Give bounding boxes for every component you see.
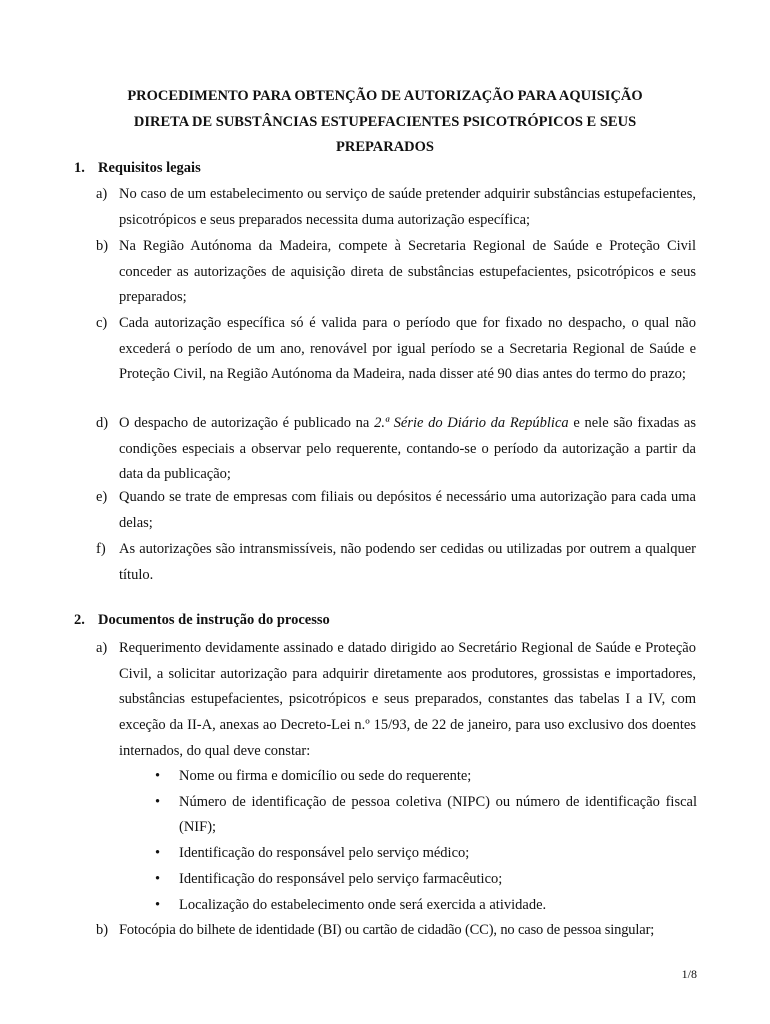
bullet-item xyxy=(155,764,697,790)
bullet-icon: • xyxy=(155,845,161,862)
bullet-text: Número de identificação de pessoa coletiva (NIPC) ou número de identificação fiscal (NIF); xyxy=(179,793,697,836)
section-number: 1. xyxy=(74,160,85,176)
list-item xyxy=(96,485,696,536)
item-label: e) xyxy=(96,489,108,505)
item-text xyxy=(119,411,696,488)
item-text: As autorizações são intransmissíveis, não podendo ser cedidas ou utilizadas por outrem a qualquer título. xyxy=(119,541,696,583)
title-line-3: PREPARADOS xyxy=(335,139,434,155)
item-text: No caso de um estabelecimento ou serviço de saúde pretender adquirir substâncias estupefacientes, psicotrópicos e seus preparados necessita duma autorização específica; xyxy=(119,186,696,228)
item-text: Quando se trate de empresas com filiais ou depósitos é necessário uma autorização para cada uma delas; xyxy=(119,489,696,531)
bullet-icon: • xyxy=(155,793,161,810)
section-heading-text: Requisitos legais xyxy=(98,160,201,176)
section-2-heading xyxy=(74,612,330,629)
title-line-2: DIRETA DE SUBSTÂNCIAS ESTUPEFACIENTES PSICOTRÓPICOS E SEUS xyxy=(133,113,637,130)
list-item xyxy=(96,182,696,233)
bullet-icon: • xyxy=(155,768,161,784)
item-text: Requerimento devidamente assinado e datado dirigido ao Secretário Regional de Saúde e Proteção Civil, a solicitar autorização para adquirir diretamente aos produtores, grossistas e importadores, substâncias estupefacientes, psicotrópicos e seus preparados, constantes das tabelas I a IV, com exceção da II-A, anexas ao Decreto-Lei n.º 15/93, de 22 de janeiro, para uso exclusivo dos doentes internados, do qual deve constar: xyxy=(119,640,696,759)
list-item xyxy=(96,311,696,388)
bullet-icon: • xyxy=(155,870,161,887)
bullet-item xyxy=(155,790,697,841)
section-number: 2. xyxy=(74,612,85,628)
item-label: d) xyxy=(96,415,109,431)
item-label: f) xyxy=(96,541,106,557)
bullet-text: Identificação do responsável pelo serviço médico; xyxy=(179,845,470,862)
bullet-text: Localização do estabelecimento onde será exercida a atividade. xyxy=(179,896,547,913)
item-label: c) xyxy=(96,315,108,331)
page-number: 1/8 xyxy=(681,967,697,981)
list-item xyxy=(96,411,696,488)
section-1-heading xyxy=(74,160,201,177)
bullet-item xyxy=(155,893,697,919)
list-item xyxy=(96,234,696,311)
list-item xyxy=(96,918,696,944)
item-text: Na Região Autónoma da Madeira, compete à Secretaria Regional de Saúde e Proteção Civil conceder as autorizações de aquisição direta de substâncias estupefacientes, psicotrópicos e seus preparados; xyxy=(119,238,696,306)
document-title xyxy=(60,84,710,161)
item-text-part: O despacho de autorização é publicado na xyxy=(119,415,375,431)
bullet-text: Identificação do responsável pelo serviço farmacêutico; xyxy=(179,870,503,887)
bullet-text: Nome ou firma e domicílio ou sede do requerente; xyxy=(179,768,472,784)
section-heading-text: Documentos de instrução do processo xyxy=(98,612,330,628)
bullet-item xyxy=(155,841,697,867)
item-text: Cada autorização específica só é valida para o período que for fixado no despacho, o qual não excederá o período de um ano, renovável por igual período se a Secretaria Regional de Saúde e Proteção Civil, na Região Autónoma da Madeira, nada disser até 90 dias antes do termo do prazo; xyxy=(119,315,696,383)
title-line-1: PROCEDIMENTO PARA OBTENÇÃO DE AUTORIZAÇÃO PARA AQUISIÇÃO xyxy=(127,88,643,104)
item-label: a) xyxy=(96,640,108,656)
item-label: a) xyxy=(96,186,108,202)
list-item xyxy=(96,636,696,765)
item-label: b) xyxy=(96,922,109,938)
item-label: b) xyxy=(96,238,109,254)
publication-name: 2.ª Série do Diário da República xyxy=(374,415,569,431)
item-text-part: e nele são fixadas as condições especiais a observar pelo requerente, contando-se o período da autorização a partir da data da publicação; xyxy=(119,415,696,483)
bullet-icon: • xyxy=(155,896,161,913)
bullet-list xyxy=(155,764,697,918)
bullet-item xyxy=(155,867,697,893)
item-text: Fotocópia do bilhete de identidade (BI) ou cartão de cidadão (CC), no caso de pessoa singular; xyxy=(119,922,655,938)
list-item xyxy=(96,537,696,588)
